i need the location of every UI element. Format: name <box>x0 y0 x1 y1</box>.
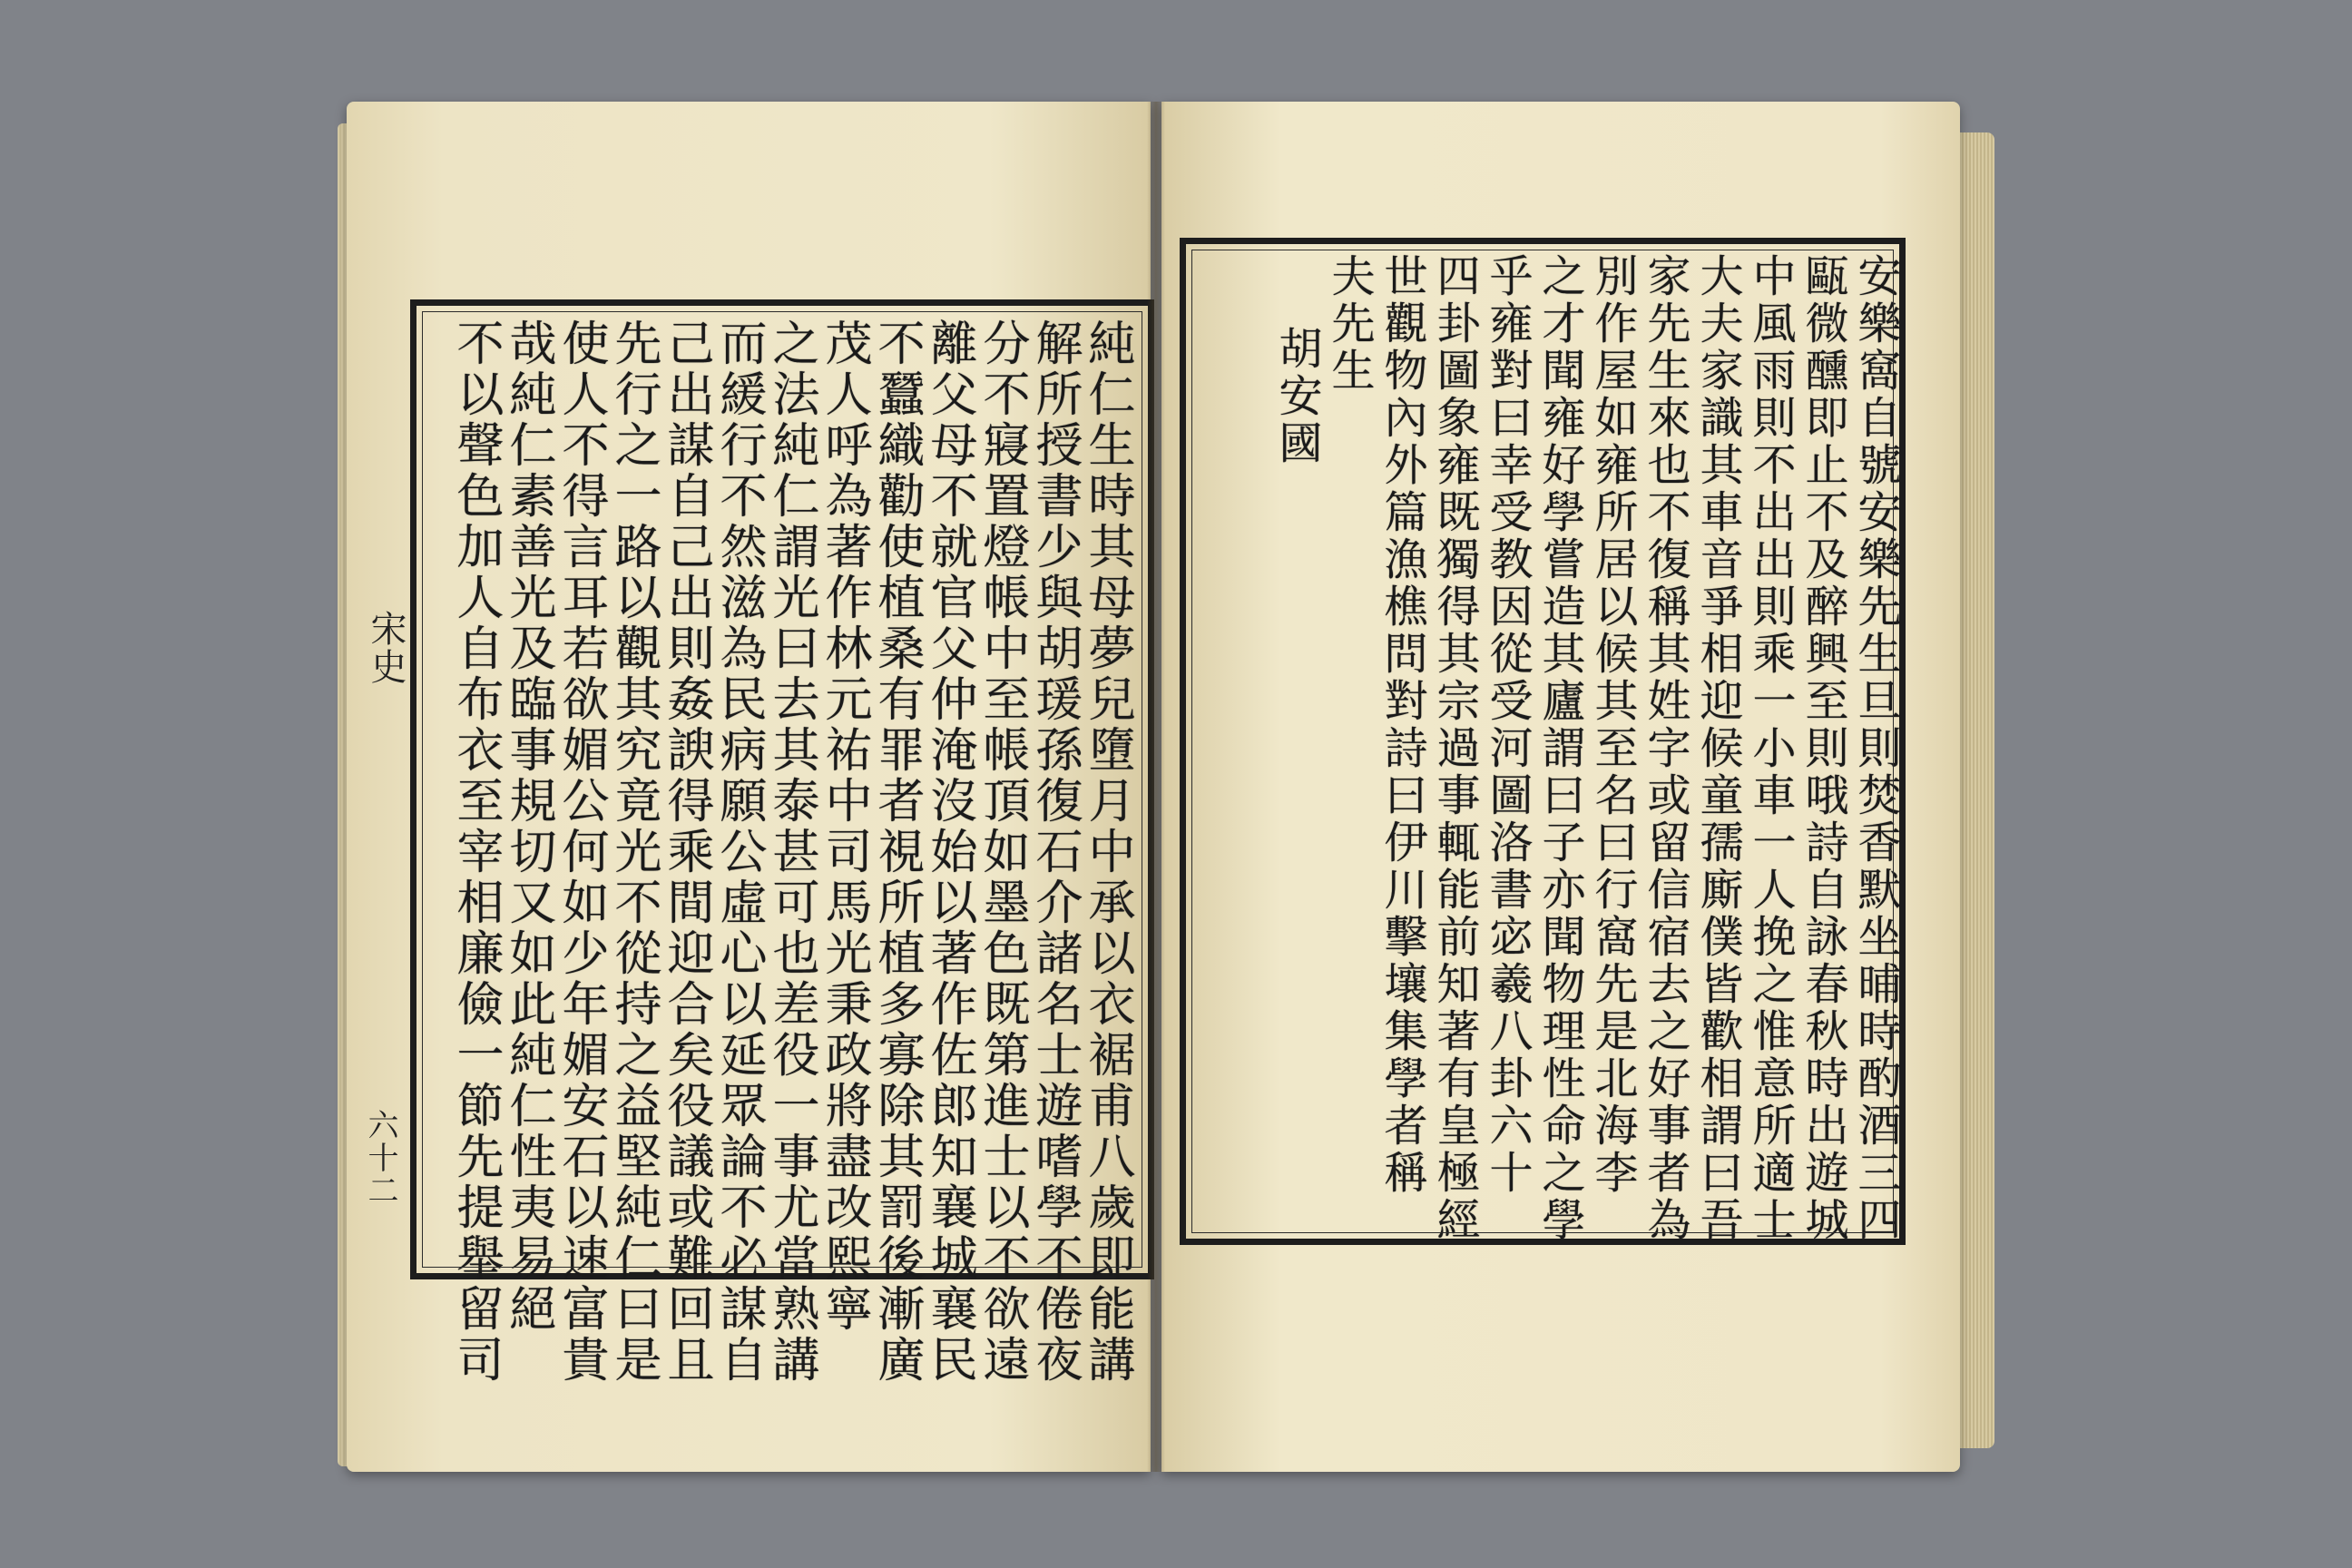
text-column: 離父母不就官父仲淹沒始以著作佐郎知襄城襄民 <box>922 318 976 1386</box>
text-column: 夫先生 <box>1324 253 1375 395</box>
text-column: 家先生來也不復稱其姓字或留信宿去之好事者為 <box>1640 253 1690 1244</box>
text-column: 而緩行不然滋為民病願公虛心以延眾論不必謀自 <box>711 318 766 1386</box>
page-stack-right <box>1956 132 1994 1448</box>
text-column: 哉純仁素善光及臨事規切又如此純仁性夷易絕 <box>501 318 555 1335</box>
text-column: 茂人呼為著作林元祐中司馬光秉政將盡改熙寧 <box>817 318 871 1335</box>
text-column: 解所授書少與胡瑗孫復石介諸名士遊嗜學不倦夜 <box>1027 318 1082 1386</box>
text-column: 先行之一路以觀其究竟光不從持之益堅純仁曰是 <box>606 318 661 1386</box>
text-column: 四卦圖象雍既獨得其宗過事輒能前知著有皇極經 <box>1429 253 1480 1244</box>
text-column: 大夫家識其車音爭相迎候童孺廝僕皆歡相謂曰吾 <box>1692 253 1743 1244</box>
left-page <box>347 102 1151 1472</box>
text-column: 世觀物內外篇漁樵問對詩曰伊川擊壤集學者稱 <box>1377 253 1427 1197</box>
text-frame-right <box>1180 238 1906 1245</box>
text-column: 使人不得言耳若欲媚公何如少年媚安石以速富貴 <box>554 318 608 1386</box>
text-frame-left <box>410 299 1154 1386</box>
right-page <box>1161 102 1960 1472</box>
margin-book-title: 宋史 <box>365 610 407 686</box>
text-column: 己出謀自己出則姦諛得乘間迎合矣役議或難回且 <box>659 318 713 1386</box>
text-column: 純仁生時其母夢兒墮月中承以衣裾甫八歲即能講 <box>1080 318 1134 1386</box>
text-column: 之才聞雍好學嘗造其廬謂曰子亦聞物理性命之學 <box>1534 253 1585 1244</box>
text-column: 不蠶織勸使植桑有罪者視所植多寡除其罰後漸廣 <box>869 318 924 1386</box>
text-column: 甌微醺即止不及醉興至則哦詩自詠春秋時出遊城 <box>1798 253 1848 1244</box>
text-column: 之法純仁謂光曰去其泰甚可也差役一事尤當熟講 <box>764 318 818 1386</box>
text-column: 不以聲色加人自布衣至宰相廉儉一節先提舉留司 <box>448 318 503 1386</box>
section-heading: 胡安國 <box>1271 326 1322 467</box>
text-column: 安樂窩自號安樂先生旦則焚香默坐晡時酌酒三四 <box>1850 253 1901 1244</box>
text-column: 乎雍對曰幸受教因從受河圖洛書宓羲八卦六十 <box>1482 253 1533 1197</box>
book-gutter <box>1147 102 1165 1472</box>
text-column: 分不寢置燈帳中至帳頂如墨色既第進士以不欲遠 <box>975 318 1029 1386</box>
text-column: 別作屋如雍所居以候其至名曰行窩先是北海李 <box>1587 253 1638 1197</box>
open-book <box>338 83 2004 1490</box>
folio-number: 六十二 <box>362 1109 398 1207</box>
text-column: 中風雨則不出出則乘一小車一人挽之惟意所適士 <box>1745 253 1796 1244</box>
